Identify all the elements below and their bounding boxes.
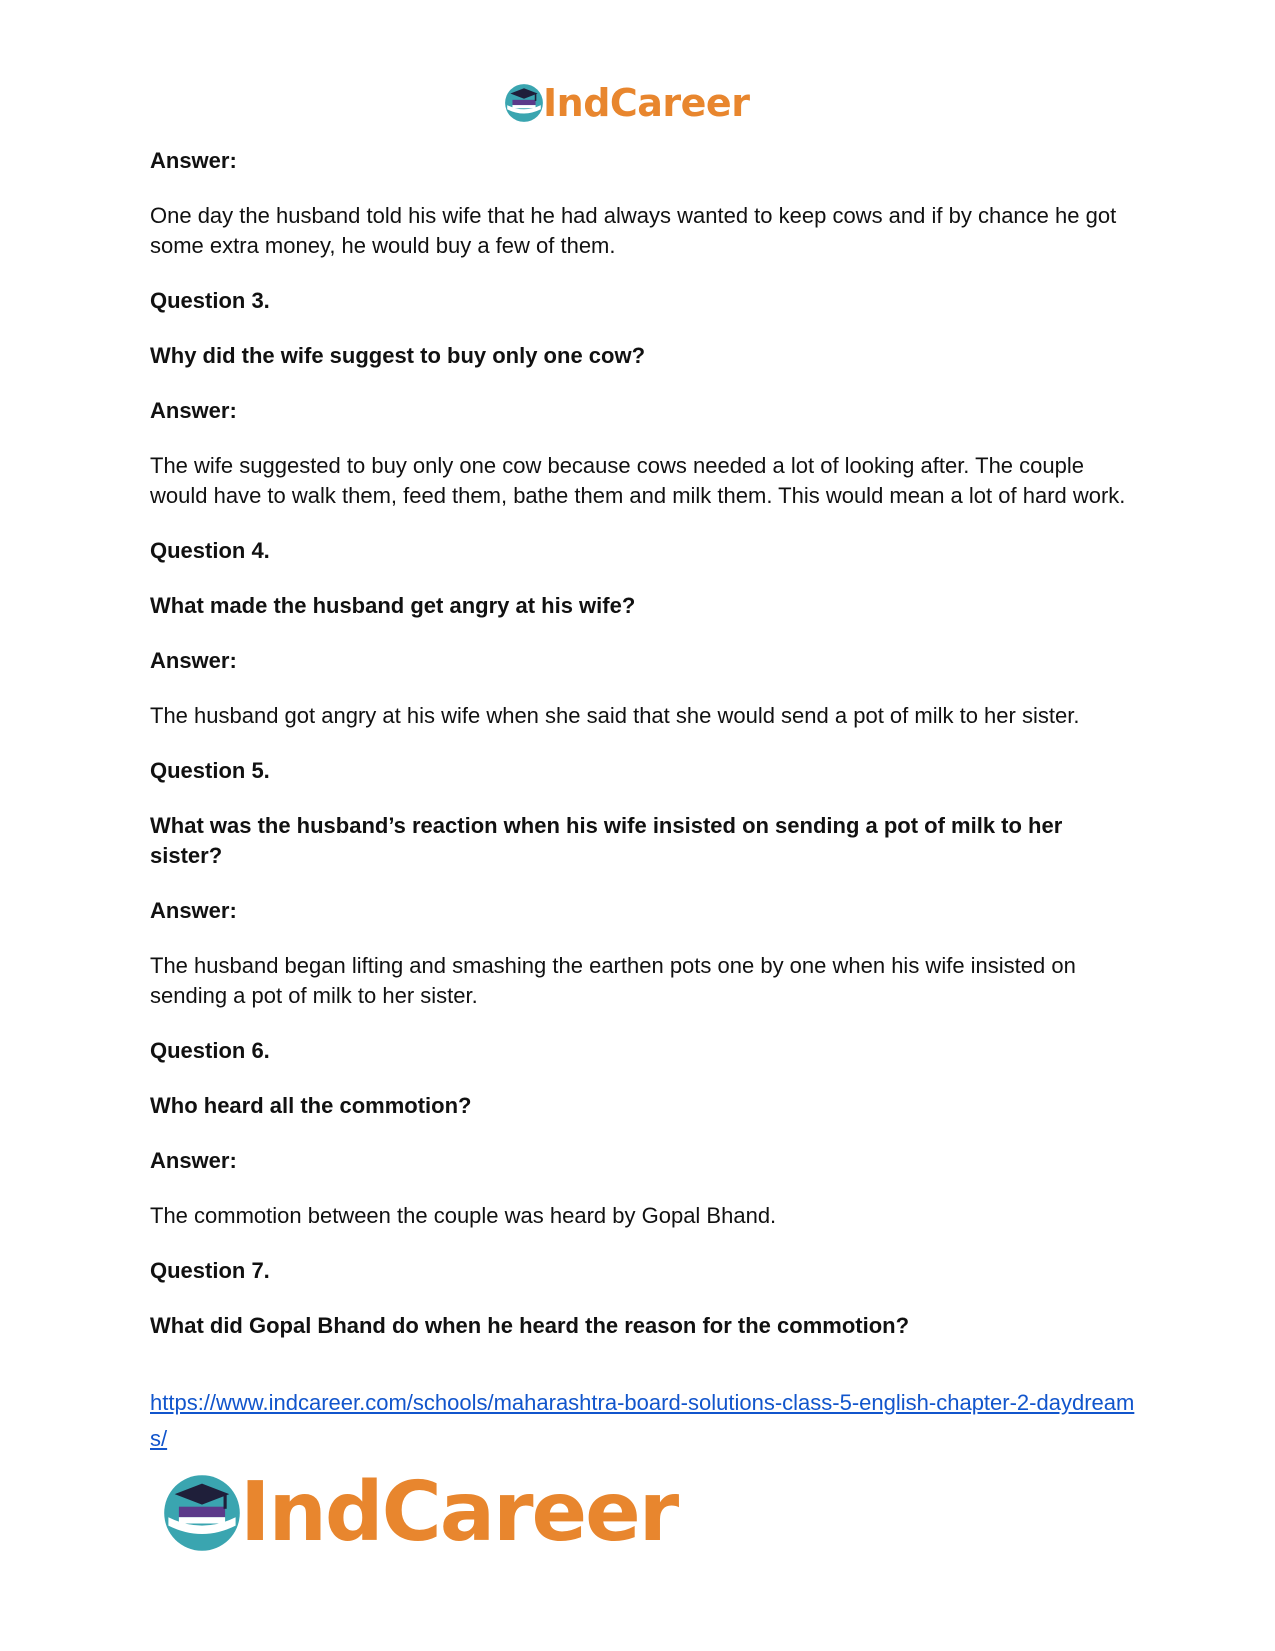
answer-text: The wife suggested to buy only one cow because cows needed a lot of looking after. The couple would have to walk them, feed them, bathe them and milk them. This would mean a lot of hard work. <box>150 453 1126 508</box>
bold-label: What was the husband’s reaction when his wife insisted on sending a pot of milk to her sister? <box>150 813 1063 868</box>
source-link-line <box>150 1385 1140 1457</box>
bold-label: Answer: <box>150 398 237 423</box>
answer-text: The commotion between the couple was heard by Gopal Bhand. <box>150 1203 777 1228</box>
bold-label: Question 6. <box>150 1038 270 1063</box>
source-link[interactable]: https://www.indcareer.com/schools/maharashtra-board-solutions-class-5-english-chapter-2-daydreams/ <box>150 1390 1135 1451</box>
brand-wordmark: IndCareer <box>543 81 750 125</box>
answer-text: The husband began lifting and smashing the earthen pots one by one when his wife insisted on sending a pot of milk to her sister. <box>150 953 1076 1008</box>
bold-label: Question 5. <box>150 758 270 783</box>
bold-label: What did Gopal Bhand do when he heard the reason for the commotion? <box>150 1313 910 1338</box>
bold-label: Question 4. <box>150 538 270 563</box>
bold-label: Why did the wife suggest to buy only one cow? <box>150 343 646 368</box>
bold-label: Answer: <box>150 898 237 923</box>
brand-wordmark: IndCareer <box>240 1465 678 1560</box>
bold-label: Answer: <box>150 148 237 173</box>
bold-label: Answer: <box>150 648 237 673</box>
header-logo <box>503 80 749 126</box>
answer-text: The husband got angry at his wife when she said that she would send a pot of milk to her sister. <box>150 703 1080 728</box>
globe-books-icon <box>503 82 545 124</box>
bold-label: Question 7. <box>150 1258 270 1283</box>
footer-logo <box>160 1465 678 1560</box>
bold-label: Question 3. <box>150 288 270 313</box>
bold-label: Answer: <box>150 1148 237 1173</box>
bold-label: What made the husband get angry at his wife? <box>150 593 636 618</box>
globe-books-icon <box>160 1471 244 1555</box>
answer-text: One day the husband told his wife that he had always wanted to keep cows and if by chance he got some extra money, he would buy a few of them. <box>150 203 1117 258</box>
bold-label: Who heard all the commotion? <box>150 1093 472 1118</box>
document-body <box>150 146 1140 1341</box>
